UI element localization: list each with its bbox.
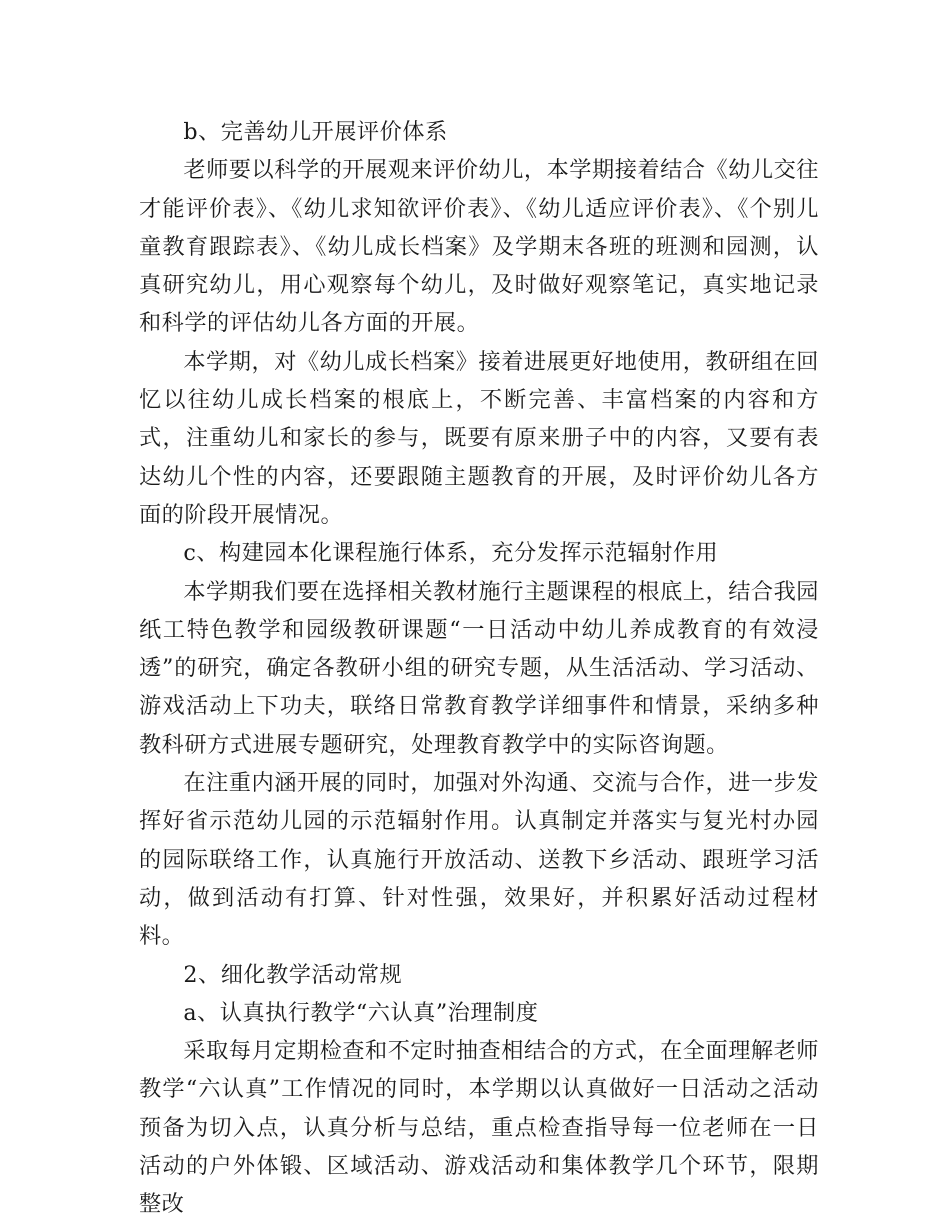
section-heading-b: b、完善幼儿开展评价体系 <box>183 119 448 145</box>
paragraph-growth-archive: 本学期，对《幼儿成长档案》接着进展更好地使用，教研组在回忆以往幼儿成长档案的根底上，不断完善、丰富档案的内容和方式，注重幼儿和家长的参与，既要有原来册子中的内容，又要有表达幼儿个性的内容，还要跟随主题教育的开展，及时评价幼儿各方面的阶段开展情况。 <box>139 348 819 528</box>
paragraph-curriculum: 本学期我们要在选择相关教材施行主题课程的根底上，结合我园纸工特色教学和园级教研课题“一日活动中幼儿养成教育的有效浸透”的研究，确定各教研小组的研究专题，从生活活动、学习活动、游戏活动上下功夫，联络日常教育教学详细事件和情景，采纳多种教科研方式进展专题研究，处理教育教学中的实际咨询题。 <box>139 578 819 758</box>
paragraph-inspection: 采取每月定期检查和不定时抽查相结合的方式，在全面理解老师教学“六认真”工作情况的同时，本学期以认真做好一日活动之活动预备为切入点，认真分析与总结，重点检查指导每一位老师在一日活动的户外体锻、区域活动、游戏活动和集体教学几个环节，限期整改 <box>139 1038 819 1218</box>
section-heading-2: 2、细化教学活动常规 <box>183 961 403 988</box>
section-heading-c: c、构建园本化课程施行体系，充分发挥示范辐射作用 <box>183 540 719 567</box>
paragraph-outreach: 在注重内涵开展的同时，加强对外沟通、交流与合作，进一步发挥好省示范幼儿园的示范辐射作用。认真制定并落实与复光村办园的园际联络工作，认真施行开放活动、送教下乡活动、跟班学习活动，做到活动有打算、针对性强，效果好，并积累好活动过程材料。 <box>139 770 819 950</box>
paragraph-evaluation: 老师要以科学的开展观来评价幼儿，本学期接着结合《幼儿交往才能评价表》、《幼儿求知欲评价表》、《幼儿适应评价表》、《个别儿童教育跟踪表》、《幼儿成长档案》及学期末各班的班测和园测，认真研究幼儿，用心观察每个幼儿，及时做好观察笔记，真实地记录和科学的评估幼儿各方面的开展。 <box>139 157 819 337</box>
document-body <box>139 113 819 1224</box>
section-heading-a: a、认真执行教学“六认真”治理制度 <box>183 999 539 1026</box>
